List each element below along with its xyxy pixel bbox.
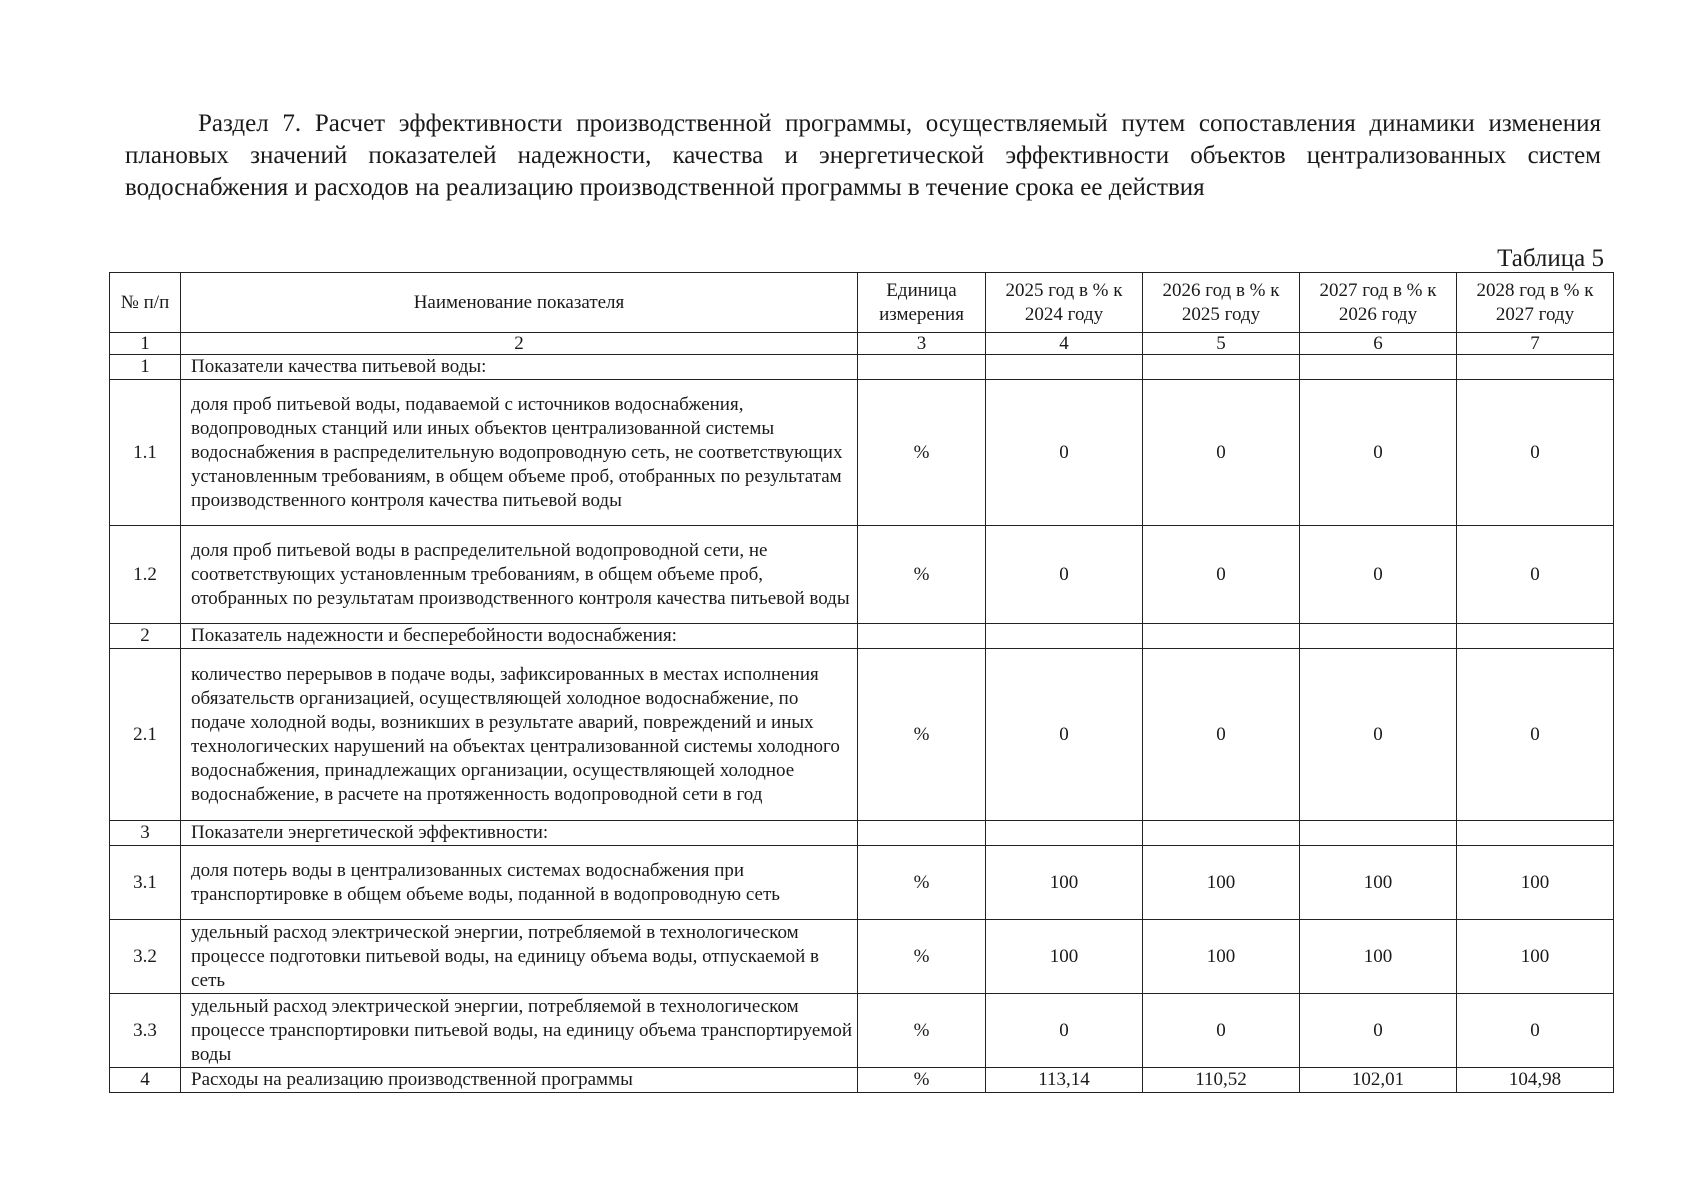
row-num: 3.3 <box>110 994 181 1068</box>
row-name: Показатель надежности и бесперебойности водоснабжения: <box>181 624 858 649</box>
header-num: № п/п <box>110 273 181 333</box>
row-unit: % <box>858 526 986 624</box>
row-value: 0 <box>1143 526 1300 624</box>
row-unit: % <box>858 994 986 1068</box>
row-name: Расходы на реализацию производственной программы <box>181 1068 858 1093</box>
row-value: 0 <box>1457 994 1614 1068</box>
table-row <box>110 994 1614 1068</box>
row-name: количество перерывов в подаче воды, зафиксированных в местах исполнения обязательств организацией, осуществляющей холодное водоснабжение, по подаче холодной воды, возникших в результате аварий, повреждений и иных технологических нарушений на объектах централизованной системы холодного водоснабжения, принадлежащих организации, осуществляющей холодное водоснабжение, в расчете на протяженность водопроводной сети в год <box>181 649 858 821</box>
column-number: 4 <box>986 333 1143 355</box>
row-name: доля проб питьевой воды, подаваемой с источников водоснабжения, водопроводных станций или иных объектов централизованной системы водоснабжения в распределительную водопроводную сеть, не соответствующих установленным требованиям, в общем объеме проб, отобранных по результатам производственного контроля качества питьевой воды <box>181 380 858 526</box>
table-row <box>110 920 1614 994</box>
table-row <box>110 380 1614 526</box>
row-value: 100 <box>1143 920 1300 994</box>
row-value: 0 <box>1300 649 1457 821</box>
row-value: 102,01 <box>1300 1068 1457 1093</box>
row-num: 2.1 <box>110 649 181 821</box>
row-value <box>1143 355 1300 380</box>
row-num: 2 <box>110 624 181 649</box>
row-value <box>1457 624 1614 649</box>
row-value <box>1300 355 1457 380</box>
row-value: 100 <box>1457 846 1614 920</box>
row-unit <box>858 355 986 380</box>
table-row <box>110 846 1614 920</box>
row-name: удельный расход электрической энергии, потребляемой в технологическом процессе транспортировки питьевой воды, на единицу объема транспортируемой воды <box>181 994 858 1068</box>
row-unit <box>858 821 986 846</box>
row-value <box>1300 821 1457 846</box>
table-row <box>110 649 1614 821</box>
table-row <box>110 526 1614 624</box>
row-num: 1 <box>110 355 181 380</box>
row-name: удельный расход электрической энергии, потребляемой в технологическом процессе подготовки питьевой воды, на единицу объема воды, отпускаемой в сеть <box>181 920 858 994</box>
header-unit: Единица измерения <box>858 273 986 333</box>
column-number: 3 <box>858 333 986 355</box>
section-heading: Раздел 7. Расчет эффективности производственной программы, осуществляемый путем сопоставления динамики изменения плановых значений показателей надежности, качества и энергетической эффективности объектов централизованных систем водоснабжения и расходов на реализацию производственной программы в течение срока ее действия <box>125 110 1601 201</box>
row-value: 100 <box>986 846 1143 920</box>
table-label: Таблица 5 <box>1497 245 1604 272</box>
row-unit: % <box>858 846 986 920</box>
row-num: 3.1 <box>110 846 181 920</box>
row-num: 4 <box>110 1068 181 1093</box>
row-value <box>1143 624 1300 649</box>
row-unit: % <box>858 649 986 821</box>
row-value: 0 <box>1457 649 1614 821</box>
row-value <box>986 624 1143 649</box>
column-number: 6 <box>1300 333 1457 355</box>
row-num: 3.2 <box>110 920 181 994</box>
row-value: 0 <box>1143 649 1300 821</box>
row-value <box>1143 821 1300 846</box>
row-value: 104,98 <box>1457 1068 1614 1093</box>
row-value: 100 <box>1300 846 1457 920</box>
row-value: 0 <box>1143 994 1300 1068</box>
row-value: 0 <box>986 380 1143 526</box>
row-name: Показатели качества питьевой воды: <box>181 355 858 380</box>
row-num: 3 <box>110 821 181 846</box>
row-unit: % <box>858 920 986 994</box>
column-number: 1 <box>110 333 181 355</box>
header-2028: 2028 год в % к 2027 году <box>1457 273 1614 333</box>
row-value: 100 <box>1300 920 1457 994</box>
row-value: 100 <box>1457 920 1614 994</box>
row-num: 1.1 <box>110 380 181 526</box>
column-number-row <box>110 333 1614 355</box>
row-value <box>1457 821 1614 846</box>
row-name: доля потерь воды в централизованных системах водоснабжения при транспортировке в общем объеме воды, поданной в водопроводную сеть <box>181 846 858 920</box>
row-unit: % <box>858 1068 986 1093</box>
column-number: 7 <box>1457 333 1614 355</box>
row-name: доля проб питьевой воды в распределительной водопроводной сети, не соответствующих установленным требованиям, в общем объеме проб, отобранных по результатам производственного контроля качества питьевой воды <box>181 526 858 624</box>
row-value: 0 <box>1300 526 1457 624</box>
column-number: 5 <box>1143 333 1300 355</box>
row-value: 0 <box>1300 994 1457 1068</box>
row-value: 0 <box>1300 380 1457 526</box>
row-value: 0 <box>1143 380 1300 526</box>
header-2027: 2027 год в % к 2026 году <box>1300 273 1457 333</box>
row-value: 0 <box>986 994 1143 1068</box>
row-value: 0 <box>1457 526 1614 624</box>
row-value <box>1457 355 1614 380</box>
row-value: 100 <box>1143 846 1300 920</box>
header-2026: 2026 год в % к 2025 году <box>1143 273 1300 333</box>
row-value <box>1300 624 1457 649</box>
indicators-table <box>109 272 1614 1093</box>
row-name: Показатели энергетической эффективности: <box>181 821 858 846</box>
row-value <box>986 355 1143 380</box>
row-value: 110,52 <box>1143 1068 1300 1093</box>
row-value: 113,14 <box>986 1068 1143 1093</box>
row-value: 0 <box>1457 380 1614 526</box>
row-unit <box>858 624 986 649</box>
row-value <box>986 821 1143 846</box>
table-row <box>110 624 1614 649</box>
column-number: 2 <box>181 333 858 355</box>
row-unit: % <box>858 380 986 526</box>
row-value: 0 <box>986 526 1143 624</box>
table-row <box>110 355 1614 380</box>
header-2025: 2025 год в % к 2024 году <box>986 273 1143 333</box>
row-value: 0 <box>986 649 1143 821</box>
header-name: Наименование показателя <box>181 273 858 333</box>
row-num: 1.2 <box>110 526 181 624</box>
header-row <box>110 273 1614 333</box>
table-row <box>110 1068 1614 1093</box>
table-row <box>110 821 1614 846</box>
row-value: 100 <box>986 920 1143 994</box>
